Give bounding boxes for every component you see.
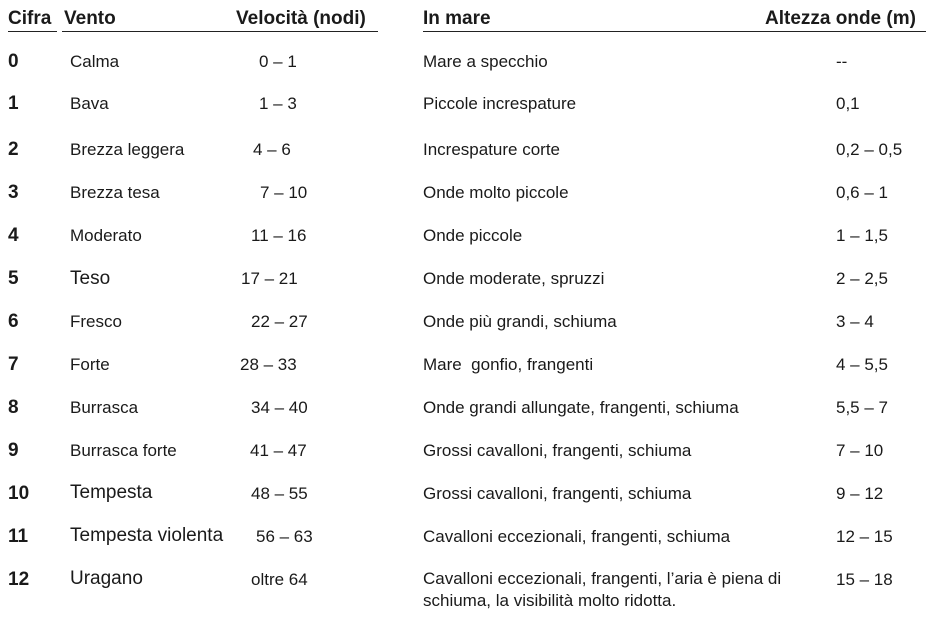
cell-altezza: 9 – 12 xyxy=(836,484,884,503)
cell-altezza: 0,6 – 1 xyxy=(836,183,888,202)
cell-mare: Onde moderate, spruzzi xyxy=(423,269,605,288)
cell-mare: Grossi cavalloni, frangenti, schiuma xyxy=(423,441,692,460)
cell-altezza: 0,2 – 0,5 xyxy=(836,140,903,159)
cell-mare: Cavalloni eccezionali, frangenti, l’aria è piena di schiuma, la visibilità molto ridotta. xyxy=(423,569,782,610)
cell-cifra: 12 xyxy=(8,569,30,590)
cell-velocita: 0 – 1 xyxy=(259,52,297,71)
header-mare: In mare xyxy=(423,8,491,29)
cell-cifra: 10 xyxy=(8,483,30,504)
header-vento: Vento xyxy=(64,8,116,29)
cell-vento: Tempesta violenta xyxy=(70,525,224,546)
cell-velocita: 17 – 21 xyxy=(241,269,298,288)
cell-mare: Onde molto piccole xyxy=(423,183,569,202)
cell-cifra: 0 xyxy=(8,51,19,72)
cell-altezza: 4 – 5,5 xyxy=(836,355,888,374)
cell-velocita: 28 – 33 xyxy=(240,355,297,374)
cell-altezza: 3 – 4 xyxy=(836,312,874,331)
cell-vento: Teso xyxy=(70,268,111,289)
cell-cifra: 11 xyxy=(8,526,29,547)
cell-cifra: 4 xyxy=(8,225,19,246)
cell-mare: Onde più grandi, schiuma xyxy=(423,312,617,331)
cell-velocita: 22 – 27 xyxy=(251,312,308,331)
cell-cifra: 1 xyxy=(8,93,19,114)
header-cifra: Cifra xyxy=(8,8,52,29)
cell-altezza: 1 – 1,5 xyxy=(836,226,888,245)
cell-vento: Burrasca forte xyxy=(70,441,177,460)
cell-mare: Piccole increspature xyxy=(423,94,577,113)
cell-altezza: 7 – 10 xyxy=(836,441,884,460)
cell-cifra: 7 xyxy=(8,354,19,375)
cell-altezza: -- xyxy=(836,52,848,71)
cell-mare: Mare a specchio xyxy=(423,52,548,71)
cell-cifra: 6 xyxy=(8,311,19,332)
cell-velocita: 1 – 3 xyxy=(259,94,297,113)
header-underline-mare-altezza xyxy=(423,31,926,32)
cell-velocita: 56 – 63 xyxy=(256,527,313,546)
cell-altezza: 12 – 15 xyxy=(836,527,893,546)
cell-altezza: 0,1 xyxy=(836,94,860,113)
cell-vento: Uragano xyxy=(70,568,143,589)
header-velocita: Velocità (nodi) xyxy=(236,8,366,29)
cell-velocita: oltre 64 xyxy=(251,570,308,589)
cell-vento: Burrasca xyxy=(70,398,139,417)
cell-vento: Brezza tesa xyxy=(70,183,160,202)
cell-mare: Onde piccole xyxy=(423,226,523,245)
cell-cifra: 9 xyxy=(8,440,19,461)
cell-vento: Bava xyxy=(70,94,109,113)
cell-vento: Tempesta xyxy=(70,482,153,503)
cell-velocita: 48 – 55 xyxy=(251,484,308,503)
cell-mare: Grossi cavalloni, frangenti, schiuma xyxy=(423,484,692,503)
cell-velocita: 7 – 10 xyxy=(260,183,308,202)
cell-mare: Mare gonfio, frangenti xyxy=(423,355,594,374)
cell-vento: Forte xyxy=(70,355,110,374)
cell-cifra: 8 xyxy=(8,397,19,418)
cell-velocita: 41 – 47 xyxy=(250,441,307,460)
cell-velocita: 34 – 40 xyxy=(251,398,308,417)
cell-vento: Calma xyxy=(70,52,120,71)
cell-cifra: 3 xyxy=(8,182,19,203)
cell-velocita: 4 – 6 xyxy=(253,140,291,159)
cell-altezza: 15 – 18 xyxy=(836,570,893,589)
header-underline-vento-velocita xyxy=(62,31,378,32)
cell-cifra: 2 xyxy=(8,139,19,160)
cell-mare: Onde grandi allungate, frangenti, schiuma xyxy=(423,398,739,417)
cell-velocita: 11 – 16 xyxy=(251,226,307,245)
cell-altezza: 5,5 – 7 xyxy=(836,398,888,417)
cell-vento: Fresco xyxy=(70,312,122,331)
cell-mare: Cavalloni eccezionali, frangenti, schiuma xyxy=(423,527,731,546)
header-altezza: Altezza onde (m) xyxy=(765,8,916,29)
cell-vento: Brezza leggera xyxy=(70,140,185,159)
cell-mare: Increspature corte xyxy=(423,140,561,159)
header-underline-cifra xyxy=(8,31,57,32)
cell-vento: Moderato xyxy=(70,226,142,245)
cell-cifra: 5 xyxy=(8,268,19,289)
cell-altezza: 2 – 2,5 xyxy=(836,269,888,288)
